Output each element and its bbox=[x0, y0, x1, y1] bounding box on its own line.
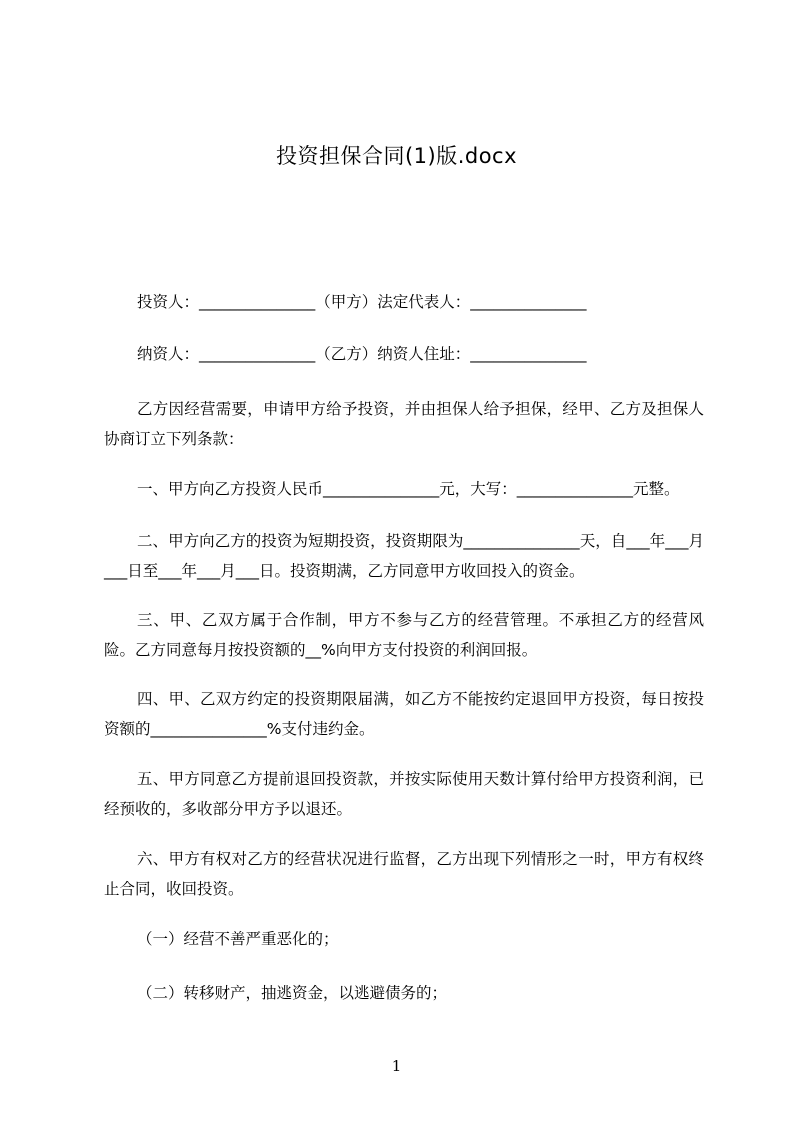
page-number: 1 bbox=[391, 1057, 402, 1075]
clause-6-item-2: （二）转移财产，抽逃资金，以逃避债务的； bbox=[137, 984, 448, 1002]
clause-2: 二、甲方向乙方的投资为短期投资，投资期限为_______________天，自___年___月___日至___年___月___日。投资期满，乙方同意甲方收回投入的资金。 bbox=[104, 532, 704, 580]
clause-4: 四、甲、乙双方约定的投资期限届满，如乙方不能按约定退回甲方投资，每日按投资额的_______________%支付违约金。 bbox=[104, 690, 704, 738]
document-title: 投资担保合同(1)版.docx bbox=[275, 144, 518, 168]
paragraph-investor: 投资人：_______________（甲方）法定代表人：_______________ bbox=[137, 293, 587, 311]
clause-6-item-1: （一）经营不善严重恶化的； bbox=[137, 930, 339, 948]
clause-3: 三、甲、乙双方属于合作制，甲方不参与乙方的经营管理。不承担乙方的经营风险。乙方同意每月按投资额的__%向甲方支付投资的利润回报。 bbox=[104, 611, 704, 659]
clause-1: 一、甲方向乙方投资人民币_______________元，大写：_______________元整。 bbox=[137, 480, 680, 498]
paragraph-recipient: 纳资人：_______________（乙方）纳资人住址：_______________ bbox=[137, 345, 587, 363]
paragraph-preamble: 乙方因经营需要，申请甲方给予投资，并由担保人给予担保，经甲、乙方及担保人协商订立下列条款： bbox=[104, 400, 704, 448]
clause-6: 六、甲方有权对乙方的经营状况进行监督，乙方出现下列情形之一时，甲方有权终止合同，收回投资。 bbox=[104, 850, 704, 898]
clause-5: 五、甲方同意乙方提前退回投资款，并按实际使用天数计算付给甲方投资利润，已经预收的，多收部分甲方予以退还。 bbox=[104, 770, 704, 818]
